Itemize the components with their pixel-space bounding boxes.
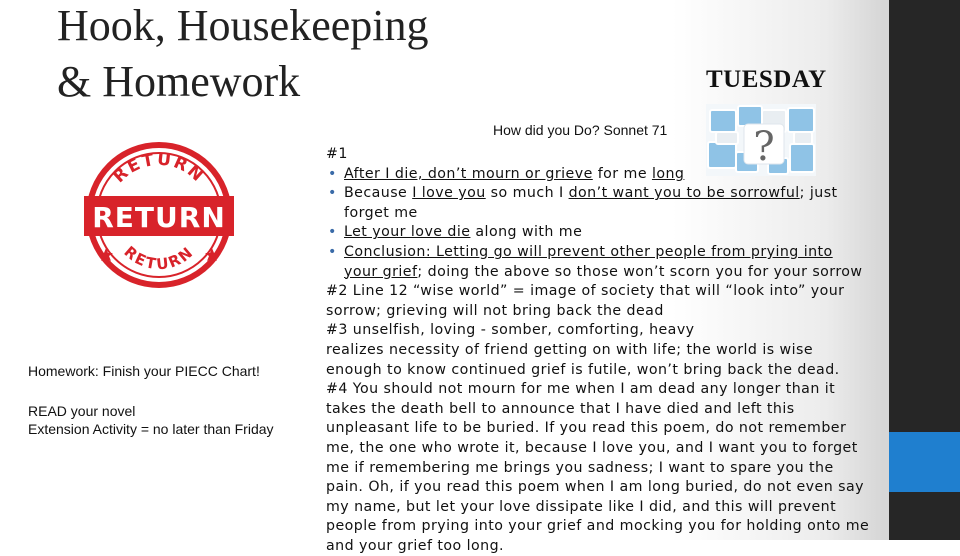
bullet-2-text-c: ; just forget me [344,185,838,221]
bullet-1-text-a: for me [592,165,652,182]
bullet-2 [326,184,871,223]
question-3-answer: #3 unselfish, loving - somber, comforting, heavy [326,322,695,339]
question-4-answer: #4 You should not mourn for me when I am dead any longer than it takes the death bell to announce that I have died and left this unpleasant life to be buried. If you read this poem, do not remember me, the one who wrote it, because I love you, and I want you to forget me if remembering me brings you sadness; I want to spare you the pain. Oh, if you read this poem when I am long buried, do not even say my name, but let your love dissipate like I did, and this will prevent people from prying into your grief and mocking you for holding onto me and your grief too long. [326,381,870,554]
bullet-3-text: along with me [470,224,583,241]
bullet-2-text-a: Because [344,185,413,202]
bullet-2-underlined-a: I love you [412,185,486,202]
answers-body [326,145,871,556]
bullet-1-underlined-a: After I die, don’t mourn or grieve [344,165,593,182]
extension-note: Extension Activity = no later than Friday [28,421,274,437]
bullet-2-text-b: so much I [485,185,569,202]
title-line-1: Hook, Housekeeping [57,1,429,50]
puzzle-question-mark: ? [753,124,775,170]
left-notes [28,362,278,460]
question-1-label: #1 [326,146,348,162]
sidebar-blue-accent [889,432,960,492]
stamp-bottom-text: RETURN [120,242,198,274]
stamp-top-text: RETURN [109,149,209,188]
question-3-explanation: realizes necessity of friend getting on with life; the world is wise enough to know continued grief is futile, won’t bring back the dead. [326,341,840,378]
bullet-2-underlined-b: don’t want you to be sorrowful [568,185,800,202]
slide-title [57,0,429,110]
subheading: How did you Do? Sonnet 71 [493,122,668,138]
bullet-1 [326,165,871,185]
day-label: TUESDAY [706,66,827,93]
question-2-answer: #2 Line 12 “wise world” = image of society that will “look into” your sorrow; grieving will not bring back the dead [326,283,845,319]
bullet-4-underlined: Conclusion: Letting go will prevent other people from prying into your grief [344,243,833,280]
title-line-2: & Homework [57,57,301,106]
stamp-main-text: RETURN [92,201,226,234]
bullet-4-text: ; doing the above so those won’t scorn you for your sorrow [417,263,863,280]
return-stamp-icon [84,140,234,290]
homework-note: Homework: Finish your PIECC Chart! [28,363,260,379]
bullet-4 [326,243,871,282]
bullet-1-underlined-b: long [651,165,685,182]
read-note: READ your novel [28,403,136,419]
bullet-3 [326,223,871,243]
bullet-3-underlined: Let your love die [344,224,471,241]
